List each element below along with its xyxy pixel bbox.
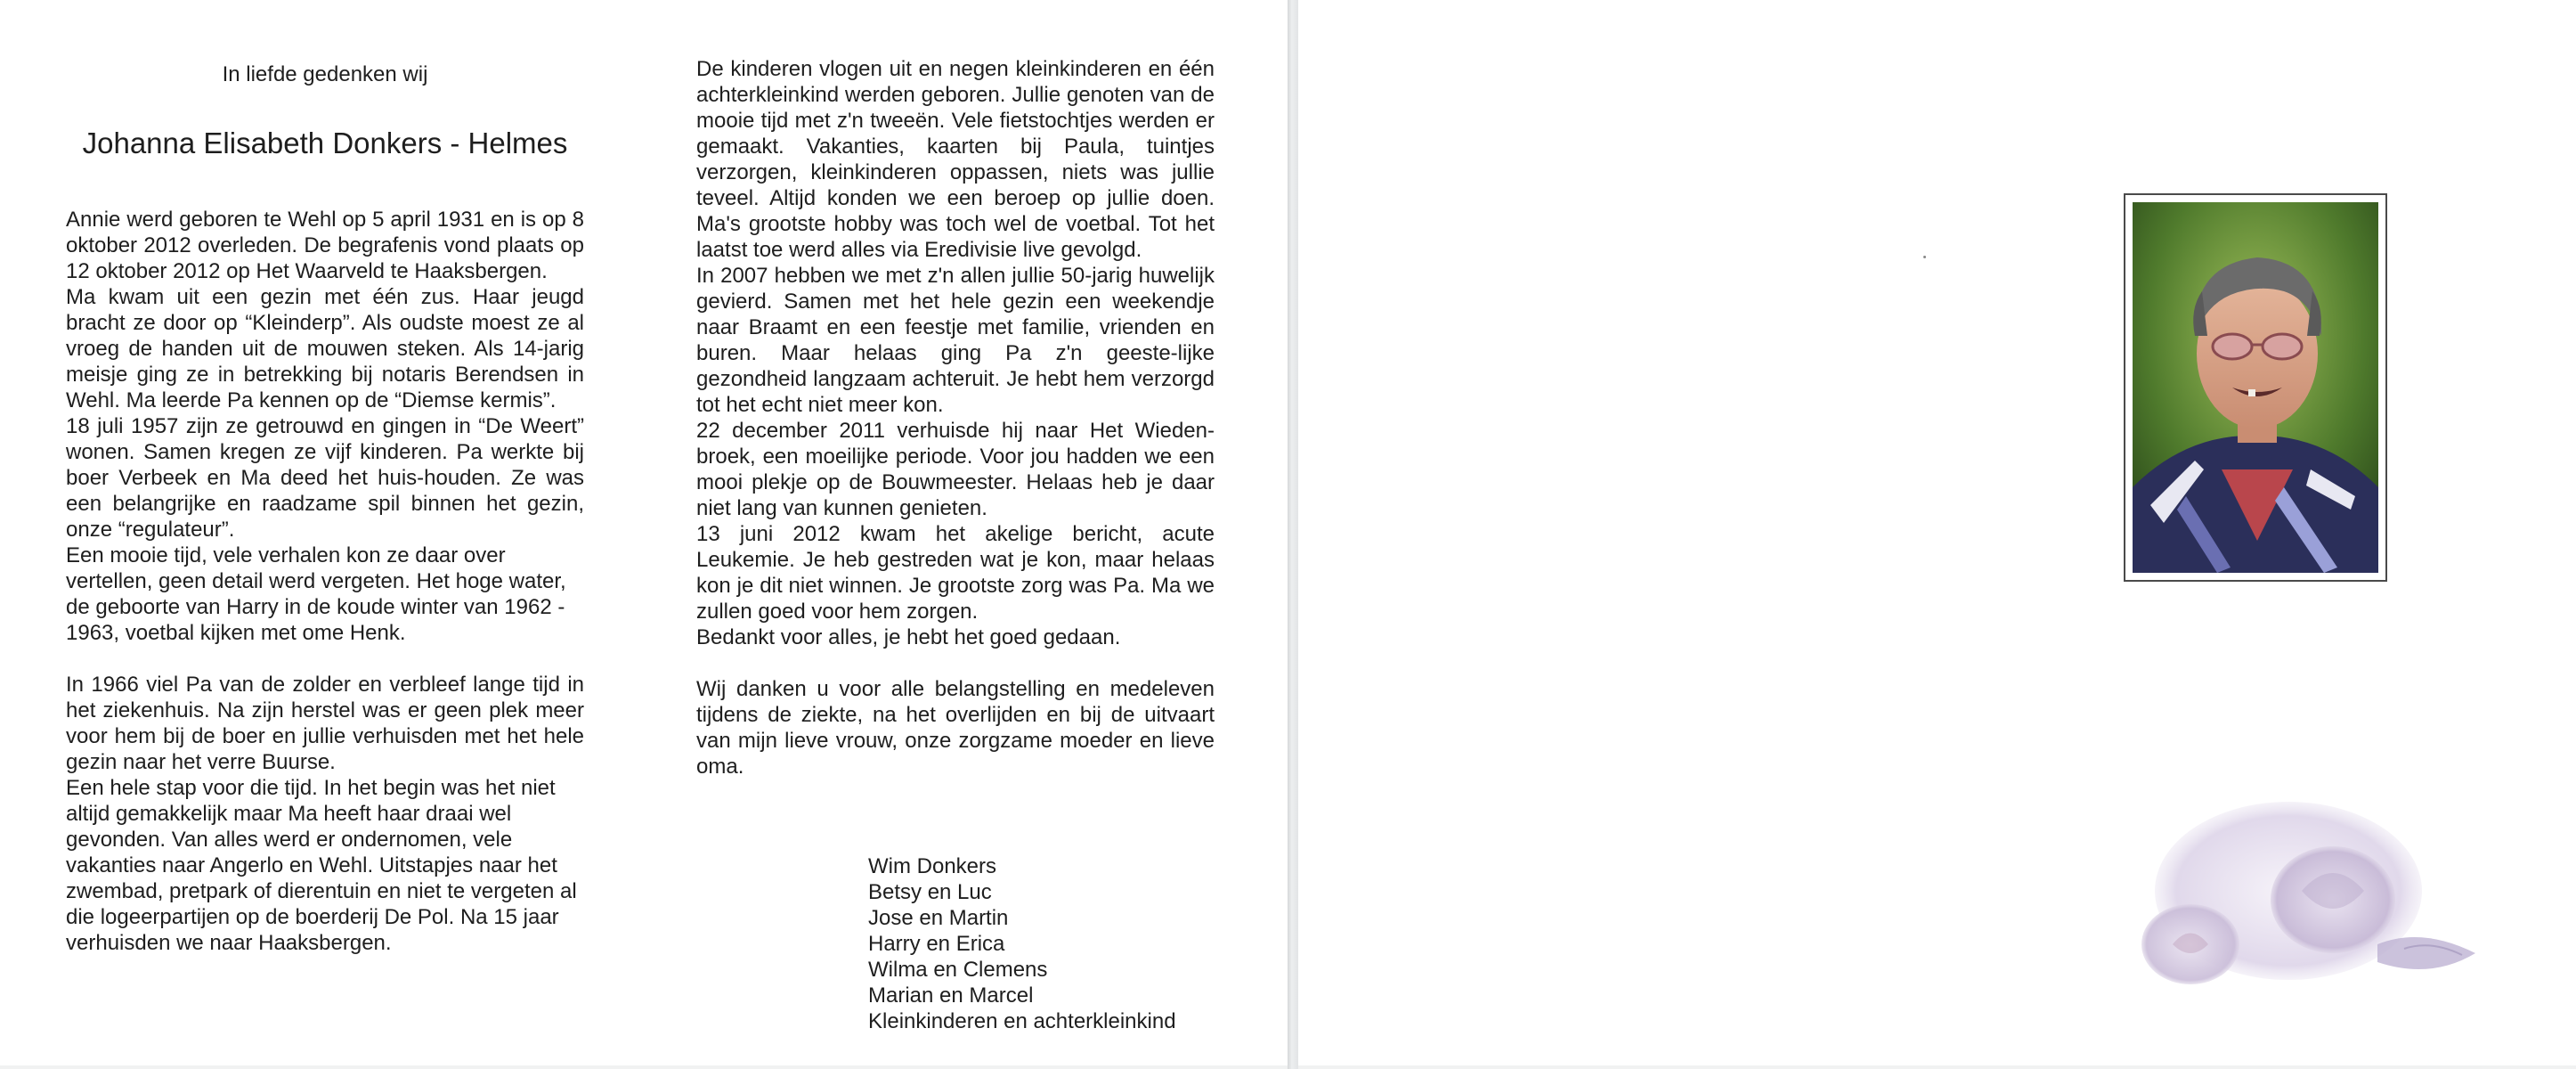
card-fold xyxy=(1288,0,1298,1069)
paragraph: Annie werd geboren te Wehl op 5 april 1931 en is op 8 oktober 2012 overleden. De begrafenis vond plaats op 12 oktober 2012 op Het Waarveld te Haaksbergen. xyxy=(66,208,584,283)
thanks-paragraph: Wij danken u voor alle belangstelling en medeleven tijdens de ziekte, na het overlijden en bij de uitvaart van mijn lieve vrouw, onze zorgzame moeder en lieve oma. xyxy=(696,677,1215,779)
signatures-list xyxy=(868,853,1176,1034)
portrait-frame xyxy=(2124,193,2387,582)
paragraph: 13 juni 2012 kwam het akelige bericht, acute Leukemie. Je heb gestreden wat je kon, maar helaas kon je dit niet winnen. Je grootste zorg was Pa. Ma we zullen goed voor hem zorgen. xyxy=(696,522,1215,624)
paper-speck xyxy=(1923,256,1926,258)
signature-line: Betsy en Luc xyxy=(868,880,992,904)
paragraph: Een mooie tijd, vele verhalen kon ze daar over vertellen, geen detail werd vergeten. Het hoge water, de geboorte van Harry in de koude winter van 1962 - 1963, voetbal kijken met ome Henk. xyxy=(66,543,566,645)
biography-column-left xyxy=(66,207,584,956)
portrait-photo-icon xyxy=(2133,202,2378,573)
paragraph: Bedankt voor alles, je hebt het goed gedaan. xyxy=(696,625,1121,649)
rose-flower-illustration-icon xyxy=(2110,793,2520,1007)
signature-line: Harry en Erica xyxy=(868,932,1005,956)
deceased-name-heading: Johanna Elisabeth Donkers - Helmes xyxy=(82,126,568,159)
signature-line: Kleinkinderen en achterkleinkind xyxy=(868,1009,1176,1033)
signature-line: Wim Donkers xyxy=(868,854,997,878)
left-page xyxy=(0,0,1288,1065)
paragraph: 22 december 2011 verhuisde hij naar Het Wieden-broek, een moeilijke periode. Voor jou hadden we een mooi plekje op de Bouwmeester. Helaas heb je daar niet lang van kunnen genieten. xyxy=(696,419,1215,520)
intro-line: In liefde gedenken wij xyxy=(222,62,428,86)
signature-line: Jose en Martin xyxy=(868,906,1009,930)
signature-line: Marian en Marcel xyxy=(868,983,1034,1008)
signature-line: Wilma en Clemens xyxy=(868,958,1048,982)
paragraph: Een hele stap voor die tijd. In het begin was het niet altijd gemakkelijk maar Ma heeft haar draai wel gevonden. Van alles werd er ondernomen, vele vakanties naar Angerlo en Wehl. Uitstapjes naar het zwembad, pretpark of dierentuin en niet te vergeten al die logeerpartijen op de boerderij De Pol. Na 15 jaar verhuisden we naar Haaksbergen. xyxy=(66,776,577,955)
paragraph: In 1966 viel Pa van de zolder en verbleef lange tijd in het ziekenhuis. Na zijn herstel was er geen plek meer voor hem bij de boer en jullie verhuisden met het hele gezin naar het verre Buurse. xyxy=(66,673,584,774)
paragraph: 18 juli 1957 zijn ze getrouwd en gingen in “De Weert” wonen. Samen kregen ze vijf kinderen. Pa werkte bij boer Verbeek en Ma deed het huis-houden. Ze was een belangrijke en raadzame spil binnen het gezin, onze “regulateur”. xyxy=(66,414,584,542)
biography-column-right xyxy=(696,56,1215,779)
paragraph: De kinderen vlogen uit en negen kleinkinderen en één achterkleinkind werden geboren. Jullie genoten van de mooie tijd met z'n tweeën. Vele fietstochtjes werden er gemaakt. Vakanties, kaarten bij Paula, tuintjes verzorgen, kleinkinderen oppassen, niets was jullie teveel. Altijd konden we een beroep op jullie doen. Ma's grootste hobby was toch wel de voetbal. Tot het laatst toe werd alles via Eredivisie live gevolgd. xyxy=(696,57,1215,262)
paragraph: Ma kwam uit een gezin met één zus. Haar jeugd bracht ze door op “Kleinderp”. Als oudste moest ze al vroeg de handen uit de mouwen steken. Als 14-jarig meisje ging ze in betrekking bij notaris Berendsen in Wehl. Ma leerde Pa kennen op de “Diemse kermis”. xyxy=(66,285,584,412)
paragraph: In 2007 hebben we met z'n allen jullie 50-jarig huwelijk gevierd. Samen met het hele gezin een weekendje naar Braamt en een feestje met familie, vrienden en buren. Maar helaas ging Pa z'n geeste-lijke gezondheid langzaam achteruit. Je hebt hem verzorgd tot het echt niet meer kon. xyxy=(696,264,1215,417)
